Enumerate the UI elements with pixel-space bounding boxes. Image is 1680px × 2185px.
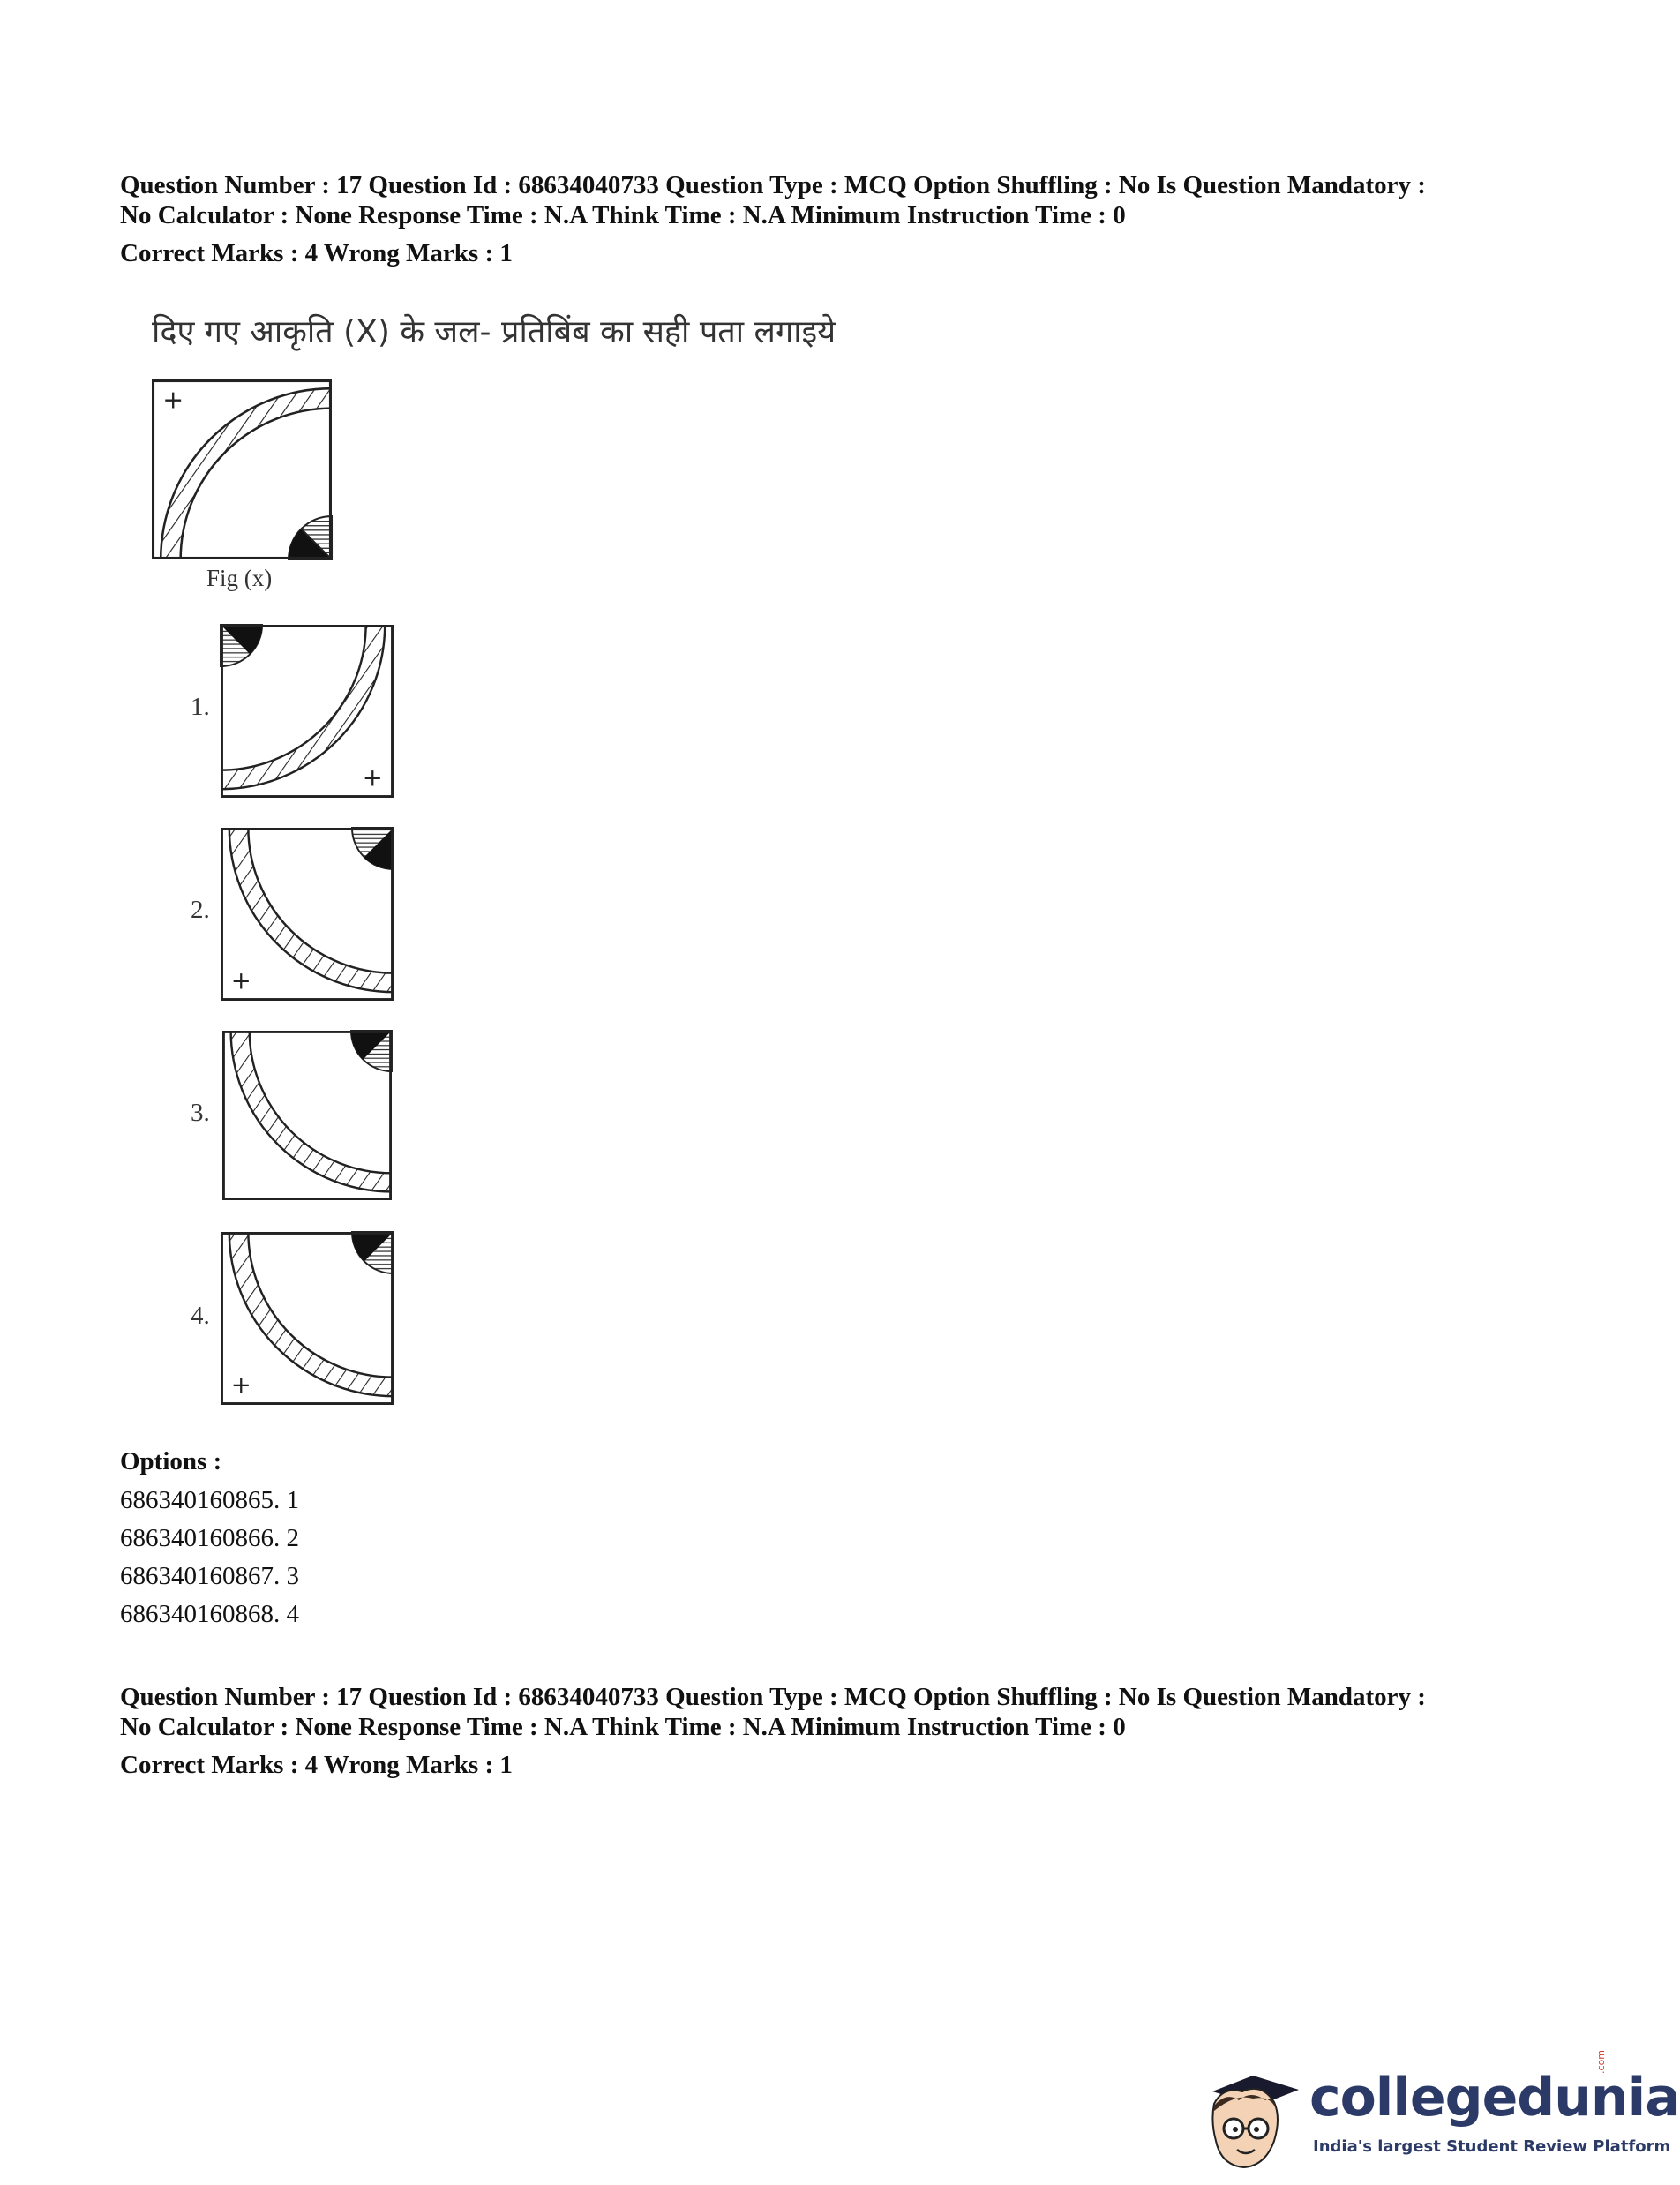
options-title: Options :: [120, 1447, 222, 1475]
figure-option-1: [221, 625, 394, 798]
option-item: 686340160867. 3: [120, 1562, 299, 1590]
question-marks: Correct Marks : 4 Wrong Marks : 1: [120, 1751, 513, 1779]
brand-domain: .com: [1595, 2050, 1607, 2074]
question-meta-line2: No Calculator : None Response Time : N.A Think Time : N.A Minimum Instruction Time : 0: [120, 1713, 1126, 1741]
mascot-icon: [1200, 2056, 1306, 2180]
question-meta-line1: Question Number : 17 Question Id : 68634040733 Question Type : MCQ Option Shuffling : No Is Question Mandatory :: [120, 1683, 1426, 1711]
svg-text:+: +: [230, 967, 251, 995]
svg-text:+: +: [230, 1371, 251, 1400]
option-item: 686340160868. 4: [120, 1600, 299, 1628]
question-marks: Correct Marks : 4 Wrong Marks : 1: [120, 239, 513, 267]
question-header: [120, 1682, 1567, 1742]
brand-name: collegedunia: [1309, 2067, 1680, 2129]
option-item: 686340160865. 1: [120, 1486, 299, 1514]
brand-tagline: India's largest Student Review Platform: [1313, 2137, 1671, 2156]
brand-logo: [1200, 2050, 1680, 2180]
option-item: 686340160866. 2: [120, 1524, 299, 1552]
figure-option-number: 4.: [191, 1302, 210, 1330]
question-meta-line1: Question Number : 17 Question Id : 68634040733 Question Type : MCQ Option Shuffling : No Is Question Mandatory :: [120, 171, 1426, 199]
figure-option-number: 2.: [191, 896, 210, 924]
figure-option-4: [221, 1232, 394, 1405]
question-meta-line2: No Calculator : None Response Time : N.A Think Time : N.A Minimum Instruction Time : 0: [120, 201, 1126, 229]
figure-x: [152, 379, 332, 559]
figure-option-number: 1.: [191, 693, 210, 721]
question-prompt: दिए गए आकृति (X) के जल- प्रतिबिंब का सही पता लगाइये: [152, 314, 836, 350]
question-header: [120, 170, 1567, 230]
svg-text:+: +: [162, 384, 184, 415]
figure-label: Fig (x): [206, 565, 273, 591]
figure-option-2: [221, 828, 394, 1001]
figure-option-3: [222, 1031, 392, 1200]
figure-option-number: 3.: [191, 1099, 210, 1127]
svg-text:+: +: [362, 764, 383, 792]
